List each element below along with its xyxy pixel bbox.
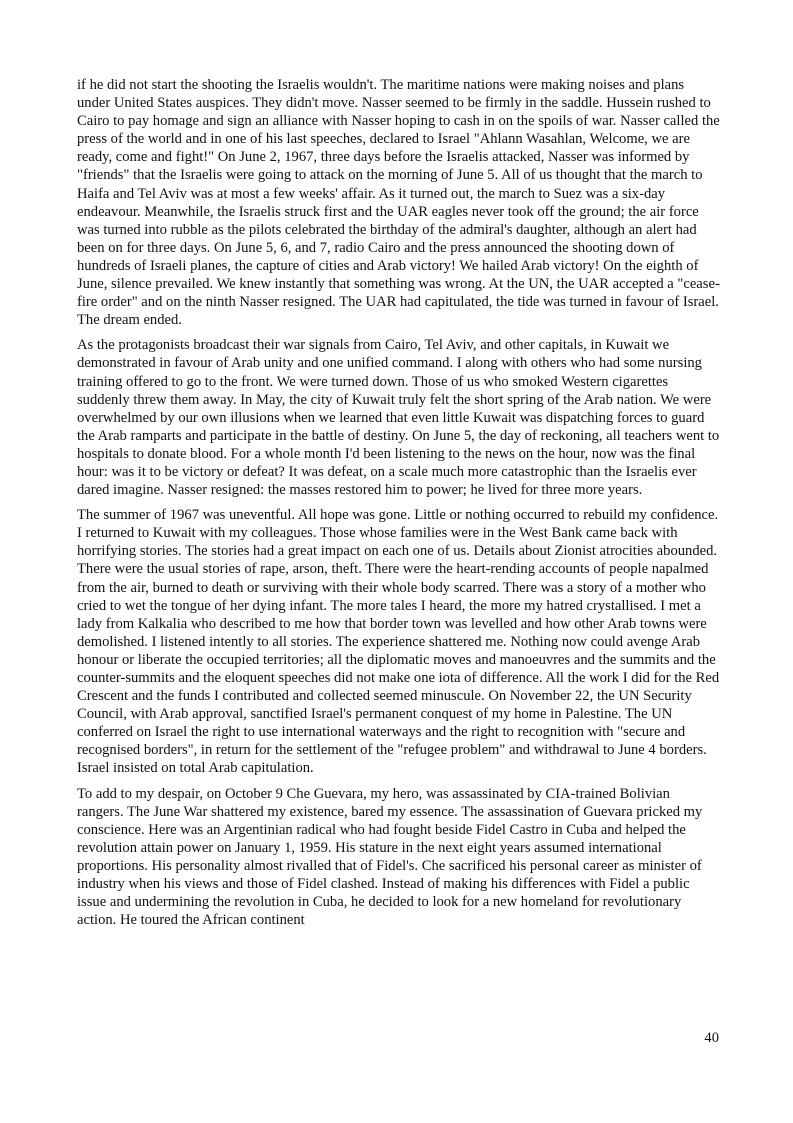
paragraph-2: As the protagonists broadcast their war signals from Cairo, Tel Aviv, and other capitals, in Kuwait we demonstrated in favour of Arab unity and one unified command. I along with others who had some nursing training offered to go to the front. We were turned down. Those of us who smoked Western cigarettes suddenly threw them away. In May, the city of Kuwait truly felt the short spring of the Arab nation. We were overwhelmed by our own illusions when we learned that even little Kuwait was dispatching forces to guard the Arab ramparts and participate in the battle of destiny. On June 5, the day of reckoning, all teachers went to hospitals to donate blood. For a whole month I'd been listening to the news on the hour, now was the final hour: was it to be victory or defeat? It was defeat, on a scale much more catastrophic than the Israelis ever dared imagine. Nasser resigned: the masses restored him to power; he lived for three more years. [77, 337, 720, 499]
paragraph-3: The summer of 1967 was uneventful. All hope was gone. Little or nothing occurred to rebuild my confidence. I returned to Kuwait with my colleagues. Those whose families were in the West Bank came back with horrifying stories. The stories had a great impact on each one of us. Details about Zionist atrocities abounded. There were the usual stories of rape, arson, theft. There were the heart-rending accounts of people napalmed from the air, burned to death or surviving with their whole body scarred. There was a story of a mother who cried to wet the tongue of her dying infant. The more tales I heard, the more my hatred crystallised. I met a lady from Kalkalia who described to me how that border town was levelled and how other Arab towns were demolished. I listened intently to all stories. The experience shattered me. Nothing now could avenge Arab honour or liberate the occupied territories; all the diplomatic moves and manoeuvres and the summits and the counter-summits and the eloquent speeches did not make one iota of difference. All the work I did for the Red Crescent and the funds I contributed and collected seemed minuscule. On November 22, the UN Security Council, with Arab approval, sanctified Israel's permanent conquest of my home in Palestine. The UN conferred on Israel the right to use international waterways and the right to recognition with "secure and recognised borders", in return for the settlement of the "refugee problem" and withdrawal to June 4 borders. Israel insisted on total Arab capitulation. [77, 507, 720, 777]
document-body [77, 76, 720, 936]
paragraph-1: if he did not start the shooting the Israelis wouldn't. The maritime nations were making noises and plans under United States auspices. They didn't move. Nasser seemed to be firmly in the saddle. Hussein rushed to Cairo to pay homage and sign an alliance with Nasser hoping to cash in on the spoils of war. Nasser called the press of the world and in one of his last speeches, declared to Israel "Ahlann Wasahlan, Welcome, we are ready, come and fight!" On June 2, 1967, three days before the Israelis attacked, Nasser was informed by "friends" that the Israelis were going to attack on the morning of June 5. All of us thought that the march to Haifa and Tel Aviv was at most a few weeks' affair. As it turned out, the march to Suez was a six-day endeavour. Meanwhile, the Israelis struck first and the UAR eagles never took off the ground; the air force was turned into rubble as the pilots celebrated the birthday of the admiral's daughter, although an alert had been on for three days. On June 5, 6, and 7, radio Cairo and the press announced the shooting down of hundreds of Israeli planes, the capture of cities and Arab victory! We hailed Arab victory! On the eighth of June, silence prevailed. We knew instantly that something was wrong. At the UN, the UAR accepted a "cease-fire order" and on the ninth Nasser resigned. The UAR had capitulated, the tide was turned in favour of Israel. The dream ended. [77, 77, 720, 329]
paragraph-4: To add to my despair, on October 9 Che Guevara, my hero, was assassinated by CIA-trained Bolivian rangers. The June War shattered my existence, bared my essence. The assassination of Guevara pricked my conscience. Here was an Argentinian radical who had fought beside Fidel Castro in Cuba and helped the revolution attain power on January 1, 1959. His stature in the next eight years assumed international proportions. His personality almost rivalled that of Fidel's. Che sacrificed his personal career as minister of industry when his views and those of Fidel clashed. Instead of making his differences with Fidel a public issue and undermining the revolution in Cuba, he decided to look for a new homeland for revolutionary action. He toured the African continent [77, 785, 703, 929]
page-number: 40 [704, 1030, 719, 1046]
